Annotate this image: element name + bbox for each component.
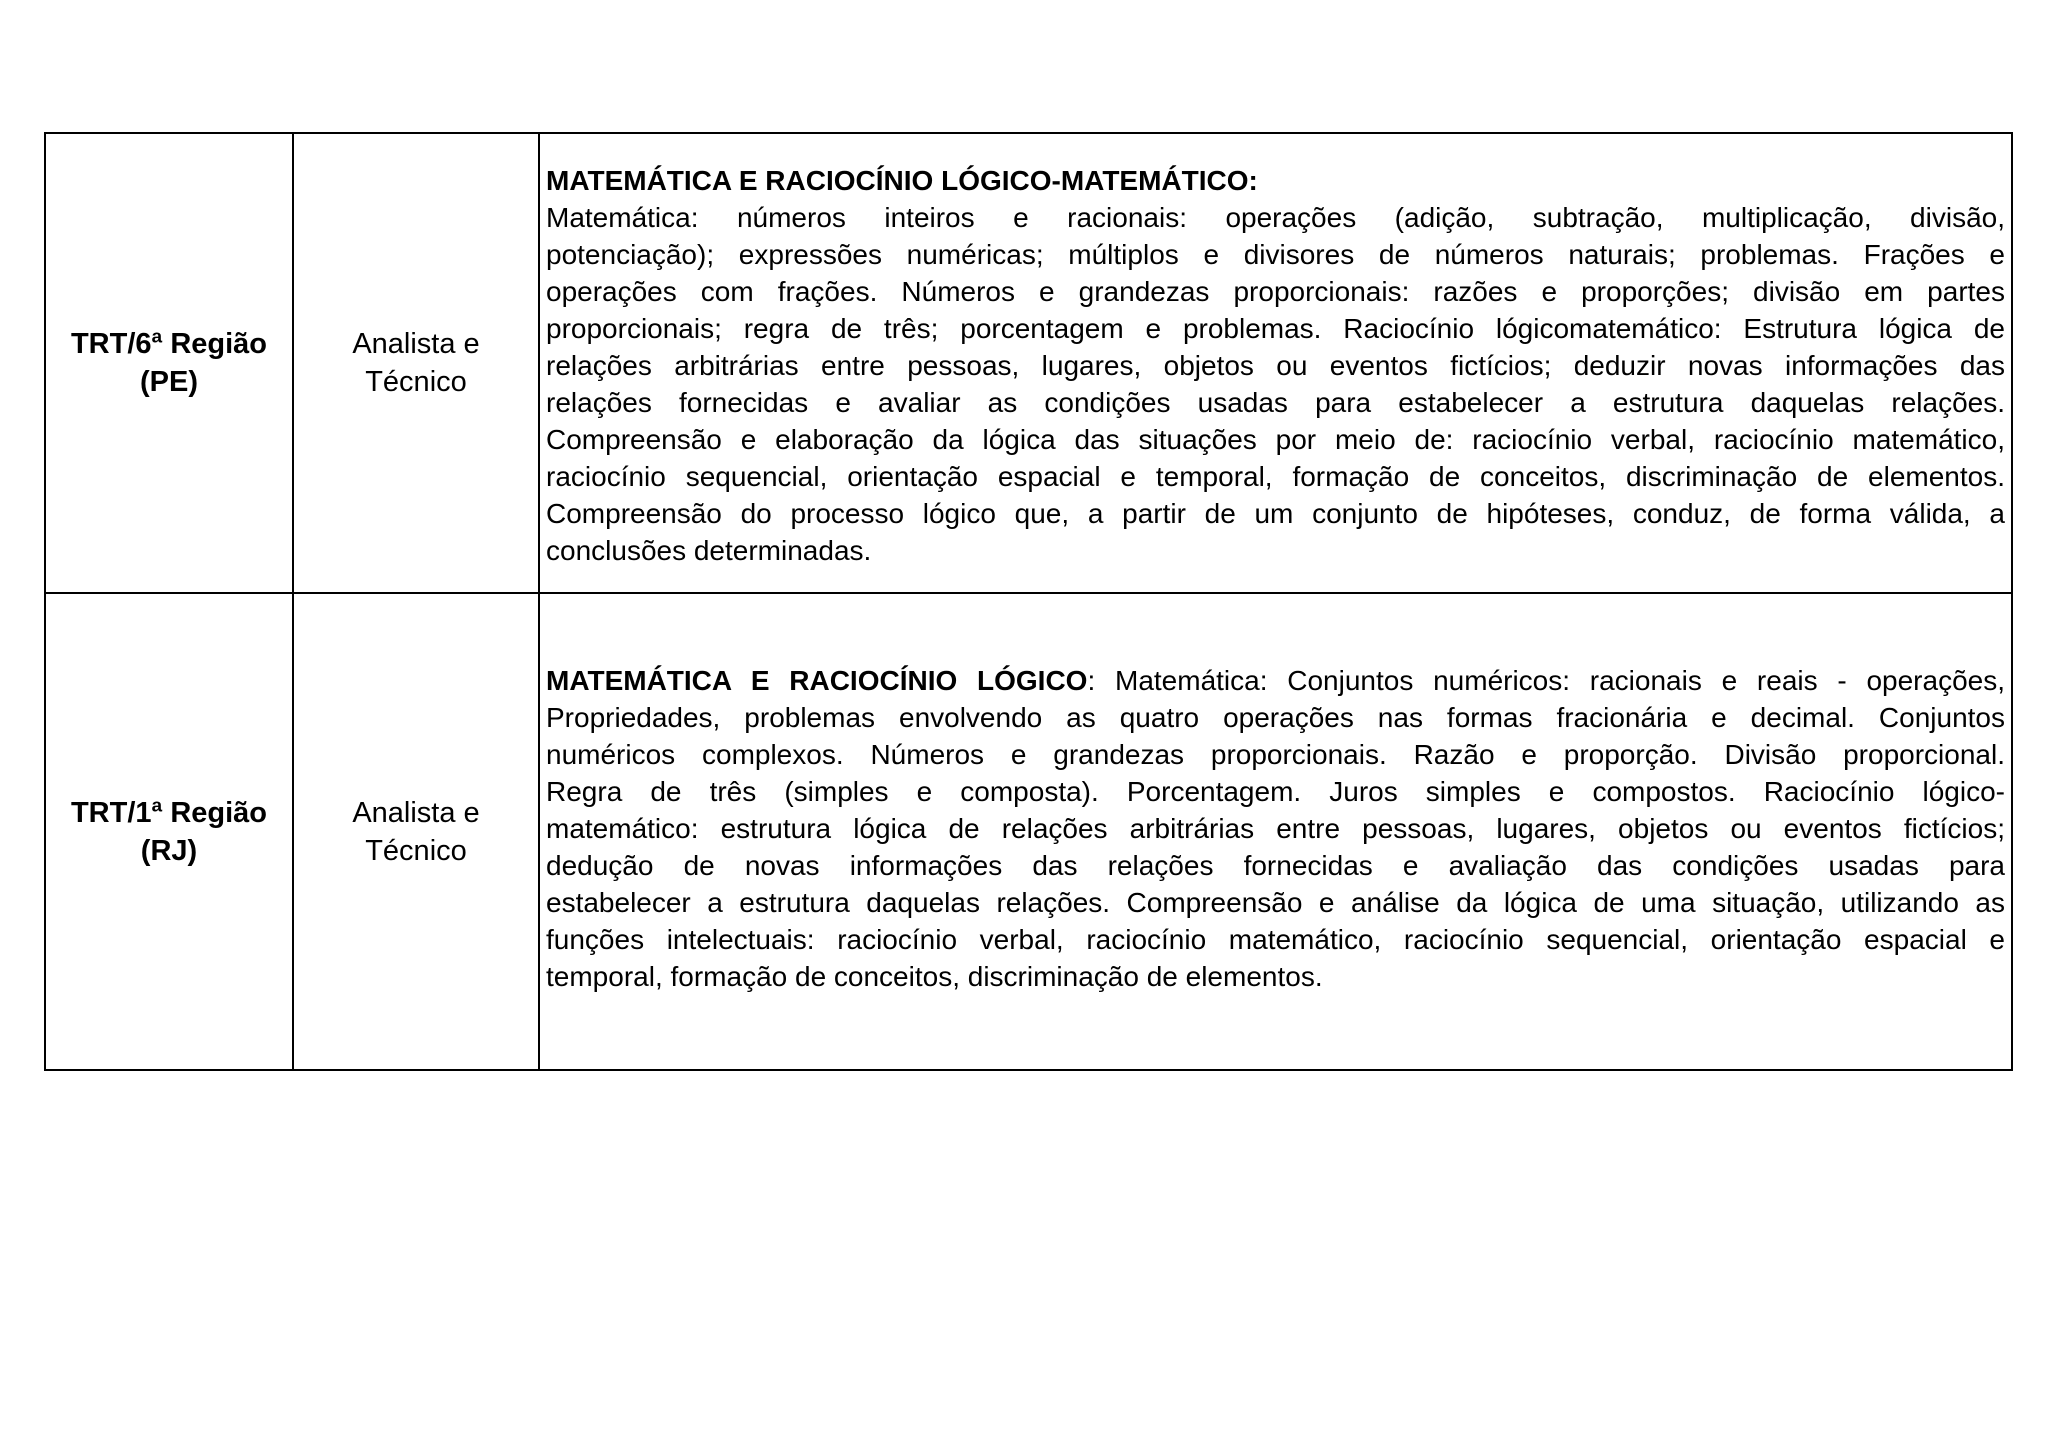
content-line: Propriedades, problemas envolvendo as quatro operações nas formas fracionária e decimal. Conjuntos bbox=[546, 702, 2005, 733]
content-line: relações fornecidas e avaliar as condições usadas para estabelecer a estrutura daquelas relações. bbox=[546, 386, 2005, 418]
content-line: potenciação); expressões numéricas; múltiplos e divisores de números naturais; problemas. Frações e bbox=[546, 238, 2005, 270]
role-line: Técnico bbox=[365, 366, 467, 398]
table-row bbox=[45, 593, 2012, 1070]
table-row bbox=[45, 133, 2012, 593]
heading-tail: : Matemática: Conjuntos numéricos: racionais e reais - operações, bbox=[1087, 665, 2005, 696]
region-cell bbox=[45, 593, 293, 1070]
region-state: (RJ) bbox=[140, 834, 198, 867]
content-line: operações com frações. Números e grandezas proporcionais: razões e proporções; divisão em partes bbox=[546, 275, 2005, 307]
subject-heading: MATEMÁTICA E RACIOCÍNIO LÓGICO-MATEMÁTICO: bbox=[546, 164, 1258, 196]
content-line: Compreensão e elaboração da lógica das situações por meio de: raciocínio verbal, raciocínio matemático, bbox=[546, 423, 2005, 455]
content-line: relações arbitrárias entre pessoas, lugares, objetos ou eventos fictícios; deduzir novas informações das bbox=[546, 349, 2005, 381]
content-line: Compreensão do processo lógico que, a partir de um conjunto de hipóteses, conduz, de forma válida, a bbox=[546, 497, 2005, 529]
content-line: funções intelectuais: raciocínio verbal, raciocínio matemático, raciocínio sequencial, orientação espacial e bbox=[546, 924, 2005, 955]
region-name: TRT/1ª Região bbox=[70, 796, 268, 829]
content-line: dedução de novas informações das relações fornecidas e avaliação das condições usadas para bbox=[546, 850, 2005, 881]
subject-heading: MATEMÁTICA E RACIOCÍNIO LÓGICO bbox=[546, 665, 1088, 696]
region-name: TRT/6ª Região bbox=[70, 328, 268, 360]
content-line: Matemática: números inteiros e racionais: operações (adição, subtração, multiplicação, divisão, bbox=[546, 201, 2005, 233]
content-line: matemático: estrutura lógica de relações arbitrárias entre pessoas, lugares, objetos ou eventos fictícios; bbox=[546, 813, 2005, 844]
role-line: Analista e bbox=[352, 328, 480, 360]
region-cell bbox=[45, 133, 293, 593]
content-line: raciocínio sequencial, orientação espacial e temporal, formação de conceitos, discriminação de elementos. bbox=[546, 460, 2005, 492]
content-cell bbox=[539, 133, 2012, 593]
role-line: Analista e bbox=[352, 796, 480, 829]
content-line: estabelecer a estrutura daquelas relações. Compreensão e análise da lógica de uma situação, utilizando as bbox=[546, 887, 2005, 918]
content-line: proporcionais; regra de três; porcentagem e problemas. Raciocínio lógicomatemático: Estrutura lógica de bbox=[546, 312, 2005, 344]
region-state: (PE) bbox=[140, 366, 198, 398]
role-line: Técnico bbox=[365, 834, 467, 867]
role-cell bbox=[293, 593, 539, 1070]
content-line: Regra de três (simples e composta). Porcentagem. Juros simples e compostos. Raciocínio lógico- bbox=[546, 776, 2005, 807]
role-cell bbox=[293, 133, 539, 593]
syllabus-table bbox=[44, 132, 2013, 1071]
content-line: conclusões determinadas. bbox=[546, 534, 872, 566]
content-first-line bbox=[546, 662, 2005, 699]
content-cell bbox=[539, 593, 2012, 1070]
content-line: temporal, formação de conceitos, discriminação de elementos. bbox=[546, 961, 1323, 992]
content-line: numéricos complexos. Números e grandezas proporcionais. Razão e proporção. Divisão proporcional. bbox=[546, 739, 2005, 770]
